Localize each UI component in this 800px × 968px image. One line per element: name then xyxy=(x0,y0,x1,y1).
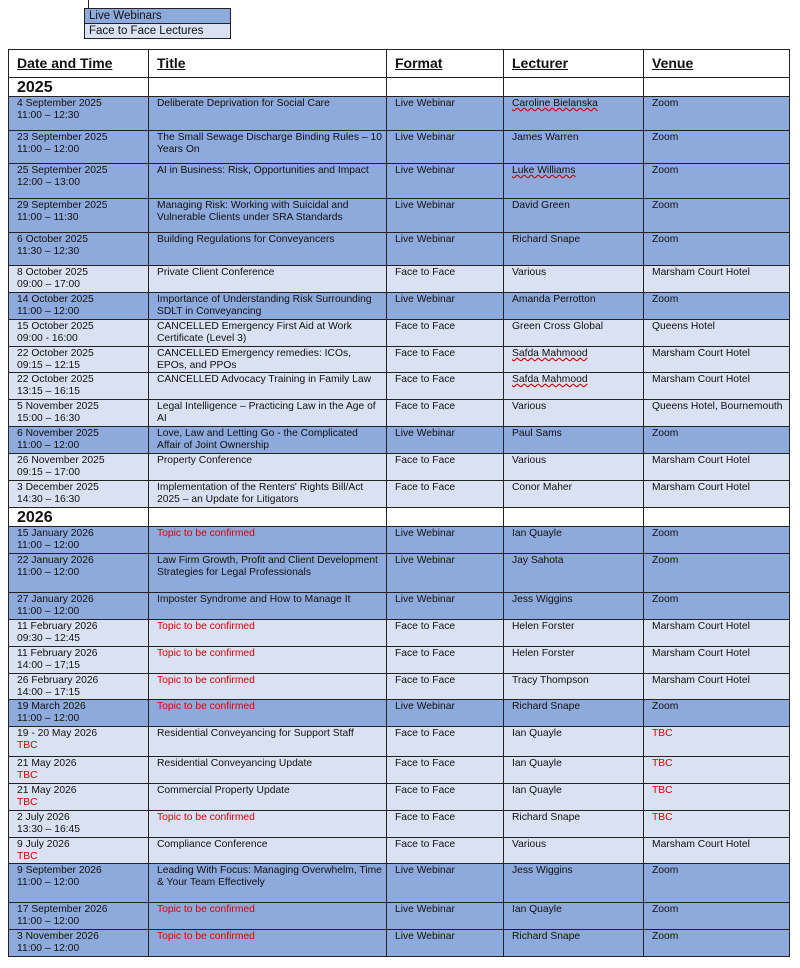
event-time: TBC xyxy=(17,739,38,751)
cell-format: Face to Face xyxy=(387,674,504,700)
cell-lecturer: Richard Snape xyxy=(504,233,644,266)
cell-lecturer: Richard Snape xyxy=(504,700,644,727)
year-row-empty-cell xyxy=(504,78,644,97)
table-row xyxy=(9,620,790,647)
cell-date-time xyxy=(9,647,149,674)
cell-title: Building Regulations for Conveyancers xyxy=(149,233,387,266)
cell-title: Topic to be confirmed xyxy=(149,674,387,700)
cell-lecturer: Ian Quayle xyxy=(504,903,644,930)
cell-venue: Zoom xyxy=(644,97,790,131)
table-row xyxy=(9,838,790,864)
cell-venue: Marsham Court Hotel xyxy=(644,454,790,481)
event-time: 11:00 – 12:00 xyxy=(17,439,80,451)
table-row xyxy=(9,593,790,620)
cell-lecturer: David Green xyxy=(504,199,644,233)
cell-venue: Marsham Court Hotel xyxy=(644,266,790,293)
cell-title: The Small Sewage Discharge Binding Rules – 10 Years On xyxy=(149,131,387,164)
event-time: 13:30 – 16:45 xyxy=(17,823,80,835)
cell-format: Live Webinar xyxy=(387,427,504,454)
year-label: 2026 xyxy=(9,508,149,527)
cell-title: Topic to be confirmed xyxy=(149,647,387,674)
cell-venue: Zoom xyxy=(644,427,790,454)
event-time: 13:15 – 16:15 xyxy=(17,385,80,397)
event-time: 09:00 - 16:00 xyxy=(17,332,78,344)
legend-face-to-face: Face to Face Lectures xyxy=(85,24,230,38)
event-date: 21 May 2026 xyxy=(17,785,77,796)
cell-venue: Marsham Court Hotel xyxy=(644,647,790,674)
event-date: 9 September 2026 xyxy=(17,865,102,876)
table-row xyxy=(9,903,790,930)
table-row xyxy=(9,373,790,400)
cell-venue: Zoom xyxy=(644,930,790,957)
cell-lecturer: Jay Sahota xyxy=(504,554,644,593)
cell-date-time xyxy=(9,427,149,454)
cell-format: Face to Face xyxy=(387,347,504,373)
header-date: Date and Time xyxy=(9,50,149,78)
table-row xyxy=(9,97,790,131)
cell-lecturer: Safda Mahmood xyxy=(504,373,644,400)
cell-venue: Zoom xyxy=(644,199,790,233)
cell-lecturer: Ian Quayle xyxy=(504,727,644,757)
table-row xyxy=(9,164,790,199)
cell-format: Face to Face xyxy=(387,647,504,674)
event-time: 11:00 – 12:00 xyxy=(17,915,80,927)
event-time: 11:00 – 11:30 xyxy=(17,211,79,223)
table-row xyxy=(9,930,790,957)
cell-format: Live Webinar xyxy=(387,864,504,903)
event-date: 5 November 2025 xyxy=(17,401,99,412)
event-date: 19 March 2026 xyxy=(17,701,86,712)
cell-lecturer: Paul Sams xyxy=(504,427,644,454)
cell-lecturer: Various xyxy=(504,838,644,864)
cell-format: Face to Face xyxy=(387,620,504,647)
cell-title: Residential Conveyancing for Support Staff xyxy=(149,727,387,757)
event-date: 6 October 2025 xyxy=(17,234,88,245)
event-date: 21 May 2026 xyxy=(17,758,77,769)
cell-date-time xyxy=(9,784,149,811)
year-row-empty-cell xyxy=(504,508,644,527)
year-row-empty-cell xyxy=(149,508,387,527)
cell-venue: Zoom xyxy=(644,293,790,320)
cell-venue: TBC xyxy=(644,757,790,784)
header-row xyxy=(9,50,790,78)
year-row-empty-cell xyxy=(387,78,504,97)
cell-title: Legal Intelligence – Practicing Law in the Age of AI xyxy=(149,400,387,427)
cell-lecturer: Caroline Bielanska xyxy=(504,97,644,131)
cell-venue: Marsham Court Hotel xyxy=(644,373,790,400)
cell-date-time xyxy=(9,864,149,903)
event-date: 25 September 2025 xyxy=(17,165,108,176)
event-time: 09:15 – 12:15 xyxy=(17,359,80,371)
cell-lecturer: James Warren xyxy=(504,131,644,164)
cell-format: Face to Face xyxy=(387,481,504,508)
cell-title: Importance of Understanding Risk Surrounding SDLT in Conveyancing xyxy=(149,293,387,320)
event-date: 14 October 2025 xyxy=(17,294,94,305)
cell-date-time xyxy=(9,757,149,784)
cell-lecturer: Helen Forster xyxy=(504,620,644,647)
cell-venue: Zoom xyxy=(644,864,790,903)
cell-venue: Zoom xyxy=(644,131,790,164)
year-row xyxy=(9,508,790,527)
event-date: 29 September 2025 xyxy=(17,200,108,211)
year-row-empty-cell xyxy=(644,78,790,97)
cell-title: Topic to be confirmed xyxy=(149,620,387,647)
cell-lecturer: Luke Williams xyxy=(504,164,644,199)
table-row xyxy=(9,293,790,320)
cell-date-time xyxy=(9,266,149,293)
cell-title: Topic to be confirmed xyxy=(149,903,387,930)
header-lecturer: Lecturer xyxy=(504,50,644,78)
event-date: 26 February 2026 xyxy=(17,675,99,686)
event-time: TBC xyxy=(17,850,38,862)
cell-lecturer: Jess Wiggins xyxy=(504,593,644,620)
cell-format: Live Webinar xyxy=(387,164,504,199)
cell-title: Deliberate Deprivation for Social Care xyxy=(149,97,387,131)
event-time: 11:00 – 12:30 xyxy=(17,109,80,121)
event-date: 3 November 2026 xyxy=(17,931,99,942)
header-title: Title xyxy=(149,50,387,78)
year-row-empty-cell xyxy=(644,508,790,527)
format-legend xyxy=(84,8,231,39)
cell-venue: Zoom xyxy=(644,700,790,727)
cell-format: Live Webinar xyxy=(387,527,504,554)
cell-date-time xyxy=(9,700,149,727)
cell-lecturer: Various xyxy=(504,400,644,427)
cell-title: Topic to be confirmed xyxy=(149,811,387,838)
event-date: 8 October 2025 xyxy=(17,267,88,278)
event-time: 09:15 – 17:00 xyxy=(17,466,80,478)
cell-format: Face to Face xyxy=(387,784,504,811)
event-time: 11:00 – 12:00 xyxy=(17,305,80,317)
event-date: 26 November 2025 xyxy=(17,455,105,466)
event-time: 14:00 – 17;15 xyxy=(17,659,80,671)
cell-date-time xyxy=(9,400,149,427)
event-time: 15:00 – 16:30 xyxy=(17,412,80,424)
cell-date-time xyxy=(9,838,149,864)
cell-format: Live Webinar xyxy=(387,199,504,233)
cell-venue: Queens Hotel, Bournemouth xyxy=(644,400,790,427)
cell-title: Commercial Property Update xyxy=(149,784,387,811)
cell-date-time xyxy=(9,233,149,266)
cell-title: AI in Business: Risk, Opportunities and Impact xyxy=(149,164,387,199)
event-time: 11:00 – 12:00 xyxy=(17,605,80,617)
table-row xyxy=(9,864,790,903)
cell-date-time xyxy=(9,347,149,373)
cell-title: Residential Conveyancing Update xyxy=(149,757,387,784)
cell-date-time xyxy=(9,320,149,347)
event-time: 11:00 – 12:00 xyxy=(17,539,80,551)
table-row xyxy=(9,454,790,481)
year-row xyxy=(9,78,790,97)
cell-title: Compliance Conference xyxy=(149,838,387,864)
table-row xyxy=(9,400,790,427)
event-date: 6 November 2025 xyxy=(17,428,99,439)
cell-venue: Zoom xyxy=(644,527,790,554)
cell-lecturer: Various xyxy=(504,454,644,481)
event-date: 23 September 2025 xyxy=(17,132,108,143)
cell-date-time xyxy=(9,97,149,131)
cell-format: Live Webinar xyxy=(387,903,504,930)
cell-lecturer: Amanda Perrotton xyxy=(504,293,644,320)
cell-date-time xyxy=(9,131,149,164)
cell-venue: TBC xyxy=(644,727,790,757)
event-date: 22 October 2025 xyxy=(17,348,94,359)
cell-date-time xyxy=(9,811,149,838)
table-row xyxy=(9,527,790,554)
cell-format: Live Webinar xyxy=(387,700,504,727)
cell-venue: Zoom xyxy=(644,164,790,199)
cell-format: Face to Face xyxy=(387,757,504,784)
event-time: 11:00 – 12:00 xyxy=(17,942,80,954)
cell-venue: Zoom xyxy=(644,233,790,266)
event-date: 15 January 2026 xyxy=(17,528,94,539)
event-time: 14:30 – 16:30 xyxy=(17,493,80,505)
cell-format: Face to Face xyxy=(387,454,504,481)
event-time: 09:30 – 12:45 xyxy=(17,632,80,644)
cell-format: Live Webinar xyxy=(387,593,504,620)
cell-venue: Zoom xyxy=(644,554,790,593)
cell-date-time xyxy=(9,674,149,700)
cell-title: CANCELLED Emergency remedies: ICOs, EPOs, and PPOs xyxy=(149,347,387,373)
cell-title: Property Conference xyxy=(149,454,387,481)
event-time: 11:00 – 12:00 xyxy=(17,143,80,155)
cell-title: Topic to be confirmed xyxy=(149,700,387,727)
year-label: 2025 xyxy=(9,78,149,97)
cell-lecturer: Helen Forster xyxy=(504,647,644,674)
table-row xyxy=(9,784,790,811)
cell-title: Topic to be confirmed xyxy=(149,930,387,957)
event-time: TBC xyxy=(17,796,38,808)
event-date: 3 December 2025 xyxy=(17,482,99,493)
table-row xyxy=(9,674,790,700)
event-date: 2 July 2026 xyxy=(17,812,70,823)
event-time: 11:00 – 12:00 xyxy=(17,876,80,888)
cell-lecturer: Richard Snape xyxy=(504,811,644,838)
event-date: 11 February 2026 xyxy=(17,648,98,659)
cell-venue: TBC xyxy=(644,784,790,811)
cell-format: Live Webinar xyxy=(387,293,504,320)
cell-date-time xyxy=(9,373,149,400)
cell-date-time xyxy=(9,164,149,199)
cell-lecturer: Safda Mahmood xyxy=(504,347,644,373)
cell-title: Law Firm Growth, Profit and Client Development Strategies for Legal Professionals xyxy=(149,554,387,593)
cell-format: Face to Face xyxy=(387,400,504,427)
event-date: 15 October 2025 xyxy=(17,321,94,332)
event-time: 14:00 – 17:15 xyxy=(17,686,80,698)
cell-title: Managing Risk: Working with Suicidal and Vulnerable Clients under SRA Standards xyxy=(149,199,387,233)
cell-venue: Zoom xyxy=(644,903,790,930)
cell-date-time xyxy=(9,527,149,554)
cell-lecturer: Green Cross Global xyxy=(504,320,644,347)
table-row xyxy=(9,647,790,674)
cell-venue: Marsham Court Hotel xyxy=(644,481,790,508)
event-date: 11 February 2026 xyxy=(17,621,98,632)
cell-lecturer: Conor Maher xyxy=(504,481,644,508)
event-time: 11:00 – 12:00 xyxy=(17,566,80,578)
cell-format: Live Webinar xyxy=(387,233,504,266)
legend-webinar: Live Webinars xyxy=(85,9,230,24)
cell-lecturer: Richard Snape xyxy=(504,930,644,957)
cell-title: Private Client Conference xyxy=(149,266,387,293)
event-date: 17 September 2026 xyxy=(17,904,108,915)
cell-format: Face to Face xyxy=(387,727,504,757)
table-row xyxy=(9,700,790,727)
cell-venue: Marsham Court Hotel xyxy=(644,620,790,647)
cell-date-time xyxy=(9,903,149,930)
cell-date-time xyxy=(9,593,149,620)
table-row xyxy=(9,727,790,757)
cell-format: Face to Face xyxy=(387,320,504,347)
cell-date-time xyxy=(9,293,149,320)
cell-format: Face to Face xyxy=(387,838,504,864)
legend-connector-line xyxy=(88,0,89,8)
event-date: 9 July 2026 xyxy=(17,839,70,850)
cell-title: CANCELLED Advocacy Training in Family Law xyxy=(149,373,387,400)
event-time: 12:00 – 13:00 xyxy=(17,176,80,188)
table-row xyxy=(9,554,790,593)
cell-venue: Marsham Court Hotel xyxy=(644,674,790,700)
cell-date-time xyxy=(9,481,149,508)
cell-lecturer: Tracy Thompson xyxy=(504,674,644,700)
cell-date-time xyxy=(9,554,149,593)
event-date: 22 October 2025 xyxy=(17,374,94,385)
table-row xyxy=(9,320,790,347)
event-time: TBC xyxy=(17,769,38,781)
cell-lecturer: Jess Wiggins xyxy=(504,864,644,903)
cell-title: Imposter Syndrome and How to Manage It xyxy=(149,593,387,620)
schedule-table xyxy=(8,49,790,957)
cell-venue: Marsham Court Hotel xyxy=(644,838,790,864)
cell-format: Face to Face xyxy=(387,373,504,400)
event-time: 09:00 – 17:00 xyxy=(17,278,80,290)
event-date: 27 January 2026 xyxy=(17,594,94,605)
cell-title: Implementation of the Renters' Rights Bill/Act 2025 – an Update for Litigators xyxy=(149,481,387,508)
cell-date-time xyxy=(9,454,149,481)
cell-title: Leading With Focus: Managing Overwhelm, Time & Your Team Effectively xyxy=(149,864,387,903)
cell-lecturer: Various xyxy=(504,266,644,293)
event-time: 11:30 – 12:30 xyxy=(17,245,80,257)
year-row-empty-cell xyxy=(149,78,387,97)
cell-date-time xyxy=(9,620,149,647)
cell-lecturer: Ian Quayle xyxy=(504,527,644,554)
cell-title: Love, Law and Letting Go - the Complicated Affair of Joint Ownership xyxy=(149,427,387,454)
table-row xyxy=(9,757,790,784)
cell-format: Live Webinar xyxy=(387,554,504,593)
table-row xyxy=(9,131,790,164)
cell-lecturer: Ian Quayle xyxy=(504,757,644,784)
cell-venue: Queens Hotel xyxy=(644,320,790,347)
event-date: 19 - 20 May 2026 xyxy=(17,728,98,739)
table-row xyxy=(9,811,790,838)
cell-title: CANCELLED Emergency First Aid at Work Certificate (Level 3) xyxy=(149,320,387,347)
event-date: 22 January 2026 xyxy=(17,555,94,566)
table-row xyxy=(9,266,790,293)
cell-venue: Zoom xyxy=(644,593,790,620)
cell-format: Live Webinar xyxy=(387,97,504,131)
cell-format: Live Webinar xyxy=(387,131,504,164)
table-row xyxy=(9,233,790,266)
cell-venue: TBC xyxy=(644,811,790,838)
event-time: 11:00 – 12:00 xyxy=(17,712,80,724)
cell-format: Face to Face xyxy=(387,811,504,838)
cell-date-time xyxy=(9,930,149,957)
table-row xyxy=(9,481,790,508)
cell-format: Live Webinar xyxy=(387,930,504,957)
table-row xyxy=(9,347,790,373)
event-date: 4 September 2025 xyxy=(17,98,102,109)
table-row xyxy=(9,427,790,454)
schedule-body xyxy=(9,78,790,957)
cell-format: Face to Face xyxy=(387,266,504,293)
table-row xyxy=(9,199,790,233)
cell-date-time xyxy=(9,727,149,757)
cell-date-time xyxy=(9,199,149,233)
year-row-empty-cell xyxy=(387,508,504,527)
cell-title: Topic to be confirmed xyxy=(149,527,387,554)
cell-venue: Marsham Court Hotel xyxy=(644,347,790,373)
header-format: Format xyxy=(387,50,504,78)
cell-lecturer: Ian Quayle xyxy=(504,784,644,811)
header-venue: Venue xyxy=(644,50,790,78)
